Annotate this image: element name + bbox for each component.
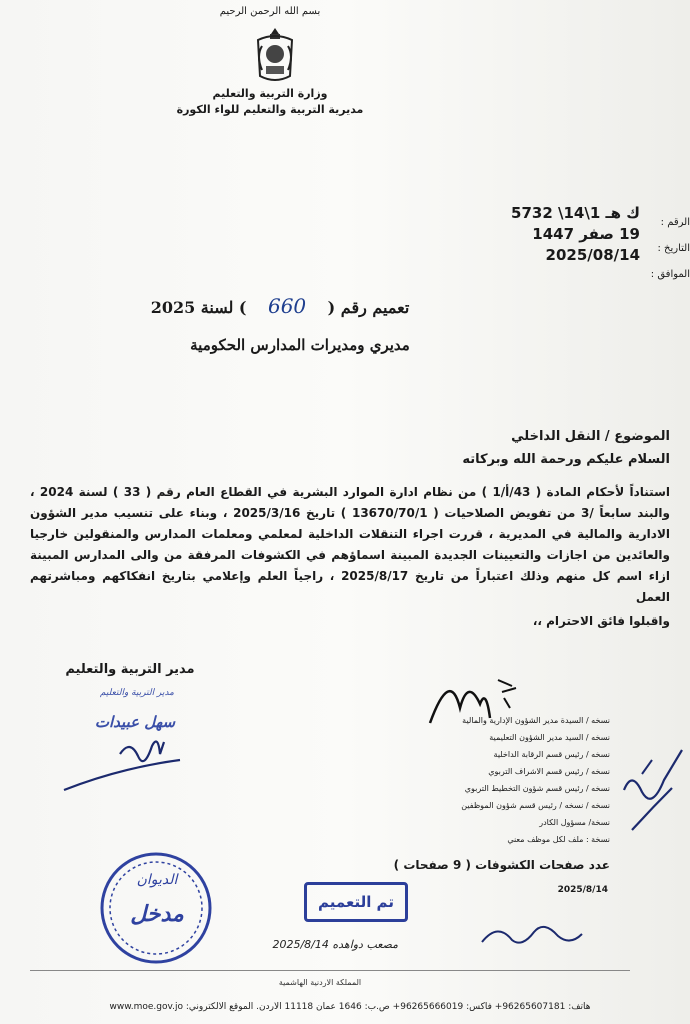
- subject-line: الموضوع / النقل الداخلي: [511, 429, 670, 444]
- circular-prefix: تعميم رقم (: [327, 298, 410, 317]
- circular-title: [120, 294, 440, 318]
- copy-item: نسخه / السيدة مدير الشؤون الإدارية والمالية: [462, 716, 610, 725]
- directorate-name: مديرية التربية والتعليم للواء الكورة: [176, 103, 364, 116]
- footer-kingdom: المملكة الاردنية الهاشمية: [278, 978, 362, 987]
- circulated-stamp: تم التعميم: [304, 882, 408, 922]
- footer-contact: هاتف: 96265607181+ فاكس: 96265666019+ ص.ب: 1646 عمان 11118 الأردن. الموقع الالكتروني: www.moe.gov.jo: [109, 1002, 591, 1012]
- hijri-date: 19 صفر 1447: [532, 225, 640, 243]
- jordan-emblem-icon: [252, 26, 298, 84]
- meta-values: [490, 203, 640, 266]
- copy-item: نسخة : ملف لكل موظف معني: [507, 835, 610, 844]
- circular-suffix: ) لسنة 2025: [150, 298, 247, 317]
- basmala: بسم الله الرحمن الرحيم: [219, 6, 321, 17]
- closing-line: واقبلوا فائق الاحترام ،،: [532, 614, 670, 628]
- copy-item: نسخه / رئيس قسم الاشراف التربوي: [488, 767, 610, 776]
- diwan-stamp-top: الديوان: [136, 872, 178, 888]
- ministry-header: [170, 86, 370, 118]
- signature-stamp-title: مدير التربية والتعليم: [99, 688, 175, 698]
- copy-item: نسخه / نسخه / رئيس قسم شؤون الموظفين: [461, 801, 610, 810]
- ref-label: الرقم :: [660, 217, 690, 228]
- corresponding-label: الموافق :: [650, 269, 690, 280]
- copy-item: نسخه / رئيس قسم شؤون التخطيط التربوي: [464, 784, 610, 793]
- footer-divider: [30, 970, 630, 971]
- handwritten-note: مصعب دواهده 2025/8/14: [272, 938, 398, 951]
- copies-list: [380, 712, 610, 848]
- diwan-stamp-main: مدخل: [130, 902, 184, 927]
- signature-stamp-name: سهل عبيدات: [94, 713, 176, 731]
- copy-item: نسخة/ مسؤول الكادر: [539, 818, 610, 827]
- bottom-date: 2025/8/14: [557, 885, 608, 895]
- recipients: مديري ومديرات المدارس الحكومية: [190, 336, 410, 354]
- body-paragraph: استناداً لأحكام المادة ( 43/أ/1 ) من نظام ادارة الموارد البشرية في القطاع العام رقم ( 33 ) لسنة 2024 ، والبند سابعاً /3 من تفويض الصلاحيات ( 13670/70/1 ) تاريخ 2025/3/16 ، وبناء على تنسيب مدير الشؤون الادارية والمالية في المديرية ، قررت اجراء التنقلات الداخلية لمعلمي ومعلمات المدارس والمنقولين خارجيا والعائدين من اجازات والتعيينات الجديدة المبينة اسماؤهم في الكشوفات المرفقة من والى المدارس المبينة ازاء اسم كل منهم وذلك اعتباراً من تاريخ 2025/8/17 ، راجياً العلم وإعلامي بتاريخ انفكاكهم ومباشرتهم العمل: [30, 485, 671, 604]
- copy-item: نسخه / رئيس قسم الرقابة الداخلية: [493, 750, 610, 759]
- signer-title: مدير التربية والتعليم: [65, 662, 195, 677]
- director-signature-icon: [60, 684, 210, 794]
- ministry-name: وزارة التربية والتعليم: [212, 87, 328, 100]
- bottom-signature-icon: [478, 912, 588, 952]
- attachments-count: عدد صفحات الكشوفات ( 9 صفحات ): [393, 858, 610, 872]
- circular-number: 660: [267, 294, 307, 318]
- gregorian-date: 2025/08/14: [545, 246, 640, 264]
- copy-item: نسخه / السيد مدير الشؤون التعليمية: [489, 733, 610, 742]
- margin-signature-icon: [612, 730, 688, 840]
- ref-value: ك هـ 1\14\ 5732: [511, 204, 640, 222]
- date-label: التاريخ :: [657, 243, 690, 254]
- greeting: السلام عليكم ورحمة الله وبركاته: [462, 452, 670, 467]
